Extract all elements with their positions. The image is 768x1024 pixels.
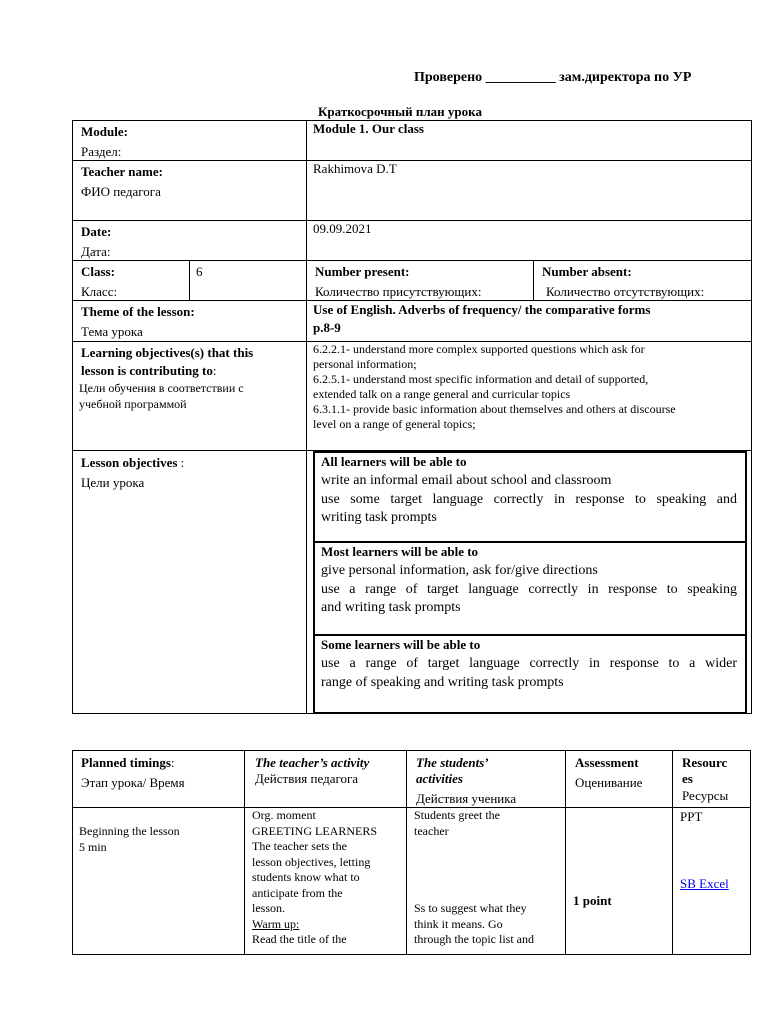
assessment-points: 1 point [573, 893, 612, 908]
class-value: 6 [196, 264, 203, 279]
module-value: Module 1. Our class [313, 121, 424, 136]
teacher-activity-line: Org. moment [252, 808, 316, 822]
all-learners-line1: write an informal email about school and classroom [321, 473, 612, 488]
learning-objective-line: 6.2.2.1- understand more complex supported questions which ask for [313, 342, 645, 356]
learning-objective-line: personal information; [313, 357, 417, 371]
all-learners-line3: writing task prompts [321, 510, 437, 525]
teacher-activity-line: lesson objectives, letting [252, 854, 371, 869]
teacher-activity-line: lesson. [252, 901, 285, 915]
learning-objectives-list [313, 342, 676, 432]
learning-objectives-label-ru-2: учебной программой [79, 397, 187, 411]
header-planned-timings-ru: Этап урока/ Время [81, 775, 185, 790]
some-learners-title: Some learners will be able to [321, 637, 481, 652]
theme-value-line2: p.8-9 [313, 320, 341, 335]
students-activity-line1: Students greet the [414, 808, 500, 822]
most-learners-title: Most learners will be able to [321, 544, 479, 559]
learning-objective-line: 6.3.1.1- provide basic information about themselves and others at discourse [313, 402, 676, 416]
date-label: Date: [81, 224, 112, 239]
all-learners-line2: use some target language correctly in response to speaking and [321, 492, 737, 507]
teacher-label: Teacher name: [81, 164, 163, 179]
warm-up-heading: Warm up: [252, 916, 300, 931]
resource-sb-excel-link[interactable]: SB Excel [680, 876, 729, 891]
all-learners-title: All learners will be able to [321, 454, 467, 469]
absent-label-ru: Количество отсутствующих: [546, 284, 705, 299]
most-learners-line1: give personal information, ask for/give directions [321, 563, 598, 578]
header-teacher-activity: The teacher’s activity [255, 755, 370, 770]
students-activity-line4: think it means. Go [414, 917, 503, 931]
header-assessment-ru: Оценивание [575, 775, 643, 790]
module-label-ru: Раздел: [81, 144, 122, 159]
class-label-ru: Класс: [81, 284, 118, 299]
most-learners-line3: and writing task prompts [321, 600, 461, 615]
present-label-ru: Количество присутствующих: [315, 284, 482, 299]
lesson-objectives-label-ru: Цели урока [81, 475, 145, 490]
stage-name: Beginning the lesson [79, 824, 180, 838]
lesson-objectives-label: Lesson objectives : [81, 455, 185, 470]
learning-objective-line: 6.2.5.1- understand most specific information and detail of supported, [313, 372, 649, 386]
date-value: 09.09.2021 [313, 221, 372, 236]
some-learners-line2: range of speaking and writing task prompts [321, 675, 564, 690]
header-students-activity-1: The students’ [416, 755, 489, 770]
stage-duration: 5 min [79, 840, 107, 854]
header-teacher-activity-ru: Действия педагога [255, 771, 359, 786]
header-students-activity-ru: Действия ученика [416, 791, 517, 806]
learning-objectives-label-ru-1: Цели обучения в соответствии с [79, 381, 244, 395]
teacher-activity-line: GREETING LEARNERS [252, 823, 377, 838]
teacher-activity-line: The teacher sets the [252, 839, 347, 853]
teacher-value: Rakhimova D.T [313, 161, 397, 176]
header-resources-ru: Ресурсы [682, 788, 729, 803]
date-label-ru: Дата: [81, 244, 111, 259]
learning-objective-line: level on a range of general topics; [313, 417, 476, 431]
module-label: Module: [81, 124, 128, 139]
teacher-label-ru: ФИО педагога [81, 184, 161, 199]
students-activity-line2: teacher [414, 824, 449, 838]
teacher-activity-line: Read the title of the [252, 932, 347, 946]
header-students-activity-2: activities [416, 771, 463, 786]
class-label: Class: [81, 264, 115, 279]
most-learners-line2: use a range of target language correctly in response to speaking [321, 582, 737, 597]
header-planned-timings: Planned timings: [81, 755, 175, 770]
header-resources-2: es [682, 771, 693, 786]
document-title: Краткосрочный план урока [318, 104, 482, 119]
absent-label: Number absent: [542, 264, 632, 279]
learning-objectives-label-1: Learning objectives(s) that this [81, 345, 254, 360]
some-learners-line1: use a range of target language correctly in response to a wider [321, 656, 737, 671]
teacher-activity-cell [252, 808, 377, 948]
learning-objectives-label-2: lesson is contributing to: [81, 363, 217, 378]
learning-objective-line: extended talk on a range general and curricular topics [313, 387, 571, 401]
theme-label-ru: Тема урока [81, 324, 143, 339]
students-activity-line3: Ss to suggest what they [414, 901, 527, 915]
teacher-activity-line: students know what to [252, 870, 360, 884]
theme-value-line1: Use of English. Adverbs of frequency/ the comparative forms [313, 302, 651, 317]
present-label: Number present: [315, 264, 410, 279]
students-activity-line5: through the topic list and [414, 932, 534, 946]
resource-ppt: PPT [680, 809, 703, 824]
teacher-activity-line: anticipate from the [252, 885, 343, 900]
checked-line: Проверено __________ зам.директора по УР [414, 70, 692, 85]
header-assessment: Assessment [575, 755, 639, 770]
theme-label: Theme of the lesson: [81, 304, 195, 319]
header-resources-1: Resourc [682, 755, 728, 770]
